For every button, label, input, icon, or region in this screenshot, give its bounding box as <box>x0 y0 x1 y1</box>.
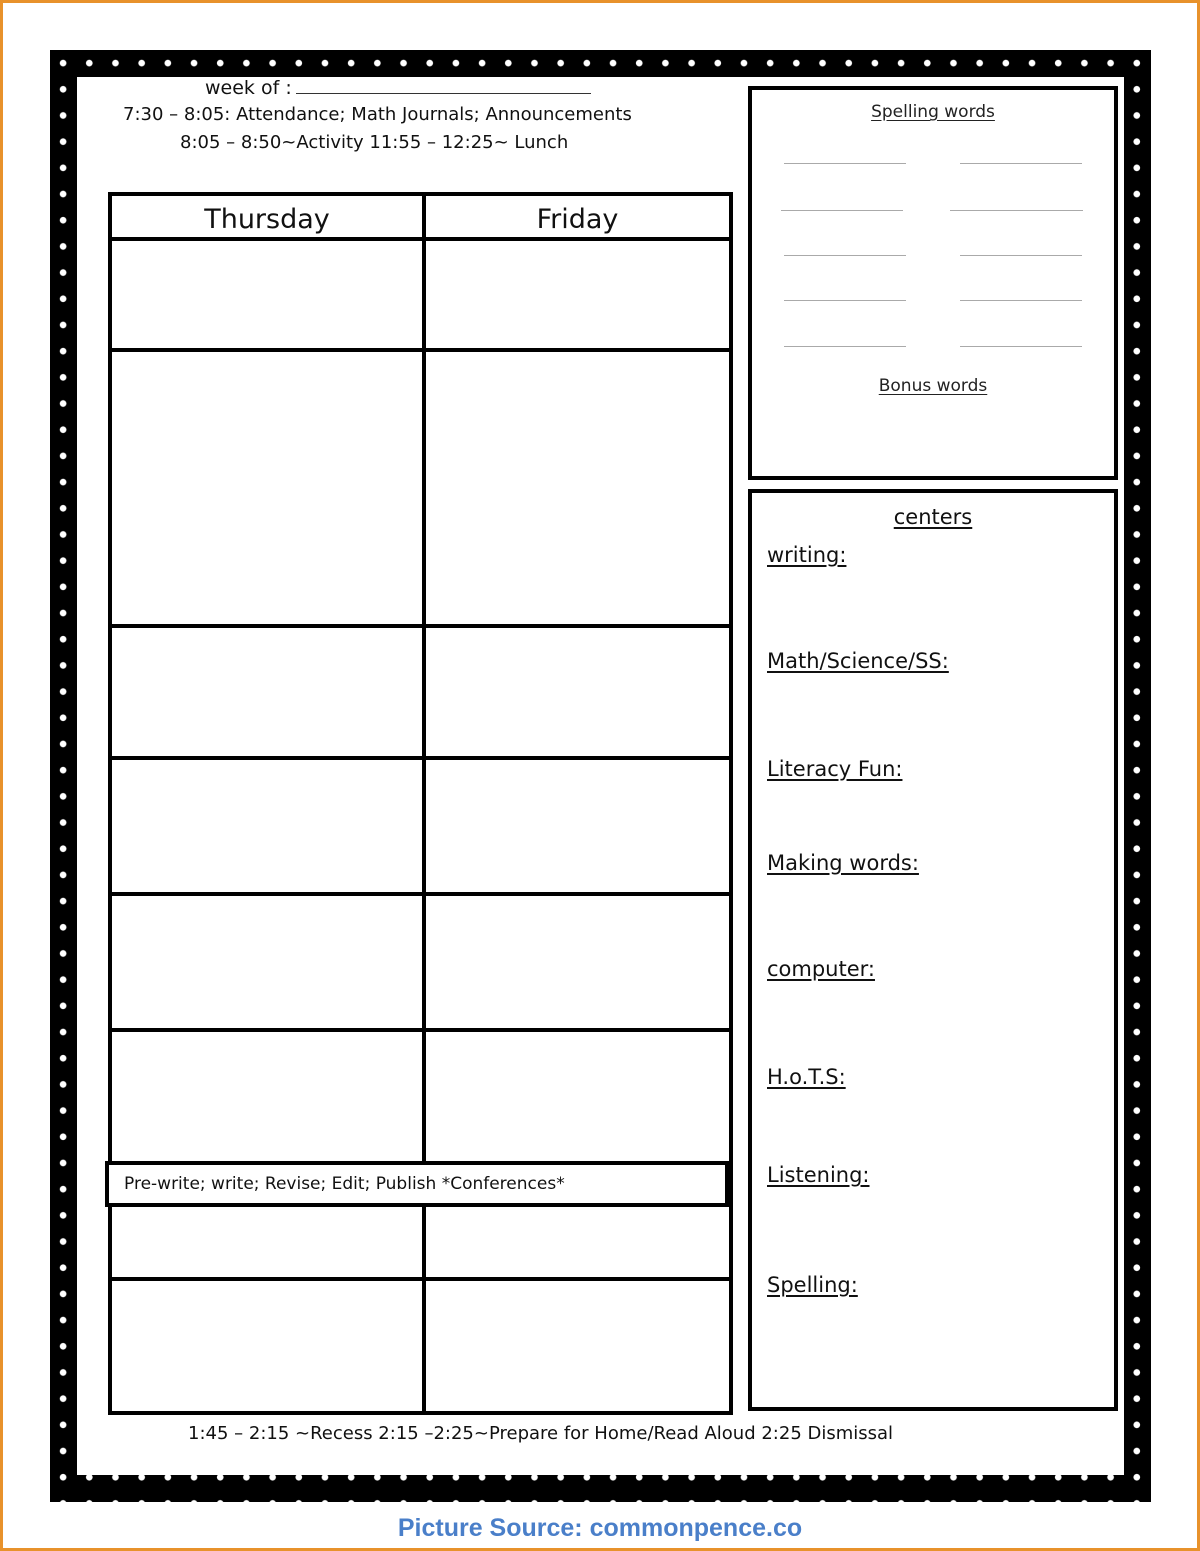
center-writing: writing: <box>767 543 847 567</box>
lesson-plan-page <box>77 77 1124 1475</box>
bonus-words-title: Bonus words <box>878 376 988 396</box>
center-spelling: Spelling: <box>767 1273 858 1297</box>
centers-title: centers <box>893 505 973 529</box>
row-divider <box>112 624 729 628</box>
week-of-label <box>205 77 591 99</box>
word-blank-line <box>781 210 903 211</box>
writing-process-banner: Pre-write; write; Revise; Edit; Publish *Conferences* <box>105 1161 729 1207</box>
day-grid <box>108 192 733 1415</box>
word-blank-line <box>784 163 906 164</box>
word-blank-line <box>960 346 1082 347</box>
schedule-line-2: 8:05 – 8:50~Activity 11:55 – 12:25~ Lunch <box>180 132 569 153</box>
word-blank-line <box>960 255 1082 256</box>
spelling-words-title: Spelling words <box>871 102 995 122</box>
row-divider <box>112 237 729 241</box>
word-blank-line <box>960 163 1082 164</box>
center-listening: Listening: <box>767 1163 870 1187</box>
row-divider <box>112 892 729 896</box>
afternoon-schedule: 1:45 – 2:15 ~Recess 2:15 –2:25~Prepare for Home/Read Aloud 2:25 Dismissal <box>188 1423 894 1444</box>
word-blank-line <box>960 300 1082 301</box>
spelling-words-box <box>748 86 1118 480</box>
row-divider <box>112 1277 729 1281</box>
center-hots: H.o.T.S: <box>767 1065 846 1089</box>
center-computer: computer: <box>767 957 875 981</box>
column-divider <box>422 196 426 1411</box>
center-making-words: Making words: <box>767 851 919 875</box>
word-blank-line <box>784 346 906 347</box>
row-divider <box>112 1028 729 1032</box>
week-of-text: week of : <box>205 77 292 99</box>
row-divider <box>112 756 729 760</box>
word-blank-line <box>950 210 1083 211</box>
center-literacy-fun: Literacy Fun: <box>767 757 903 781</box>
word-blank-line <box>784 300 906 301</box>
schedule-line-1: 7:30 – 8:05: Attendance; Math Journals; Announcements <box>123 104 632 125</box>
thursday-header: Thursday <box>204 204 330 235</box>
centers-box <box>748 489 1118 1411</box>
week-of-blank-line <box>296 79 591 94</box>
center-math-science-ss: Math/Science/SS: <box>767 649 949 673</box>
word-blank-line <box>784 255 906 256</box>
row-divider <box>112 348 729 352</box>
friday-header: Friday <box>536 204 619 235</box>
picture-source-caption: Picture Source: commonpence.co <box>397 1514 803 1542</box>
